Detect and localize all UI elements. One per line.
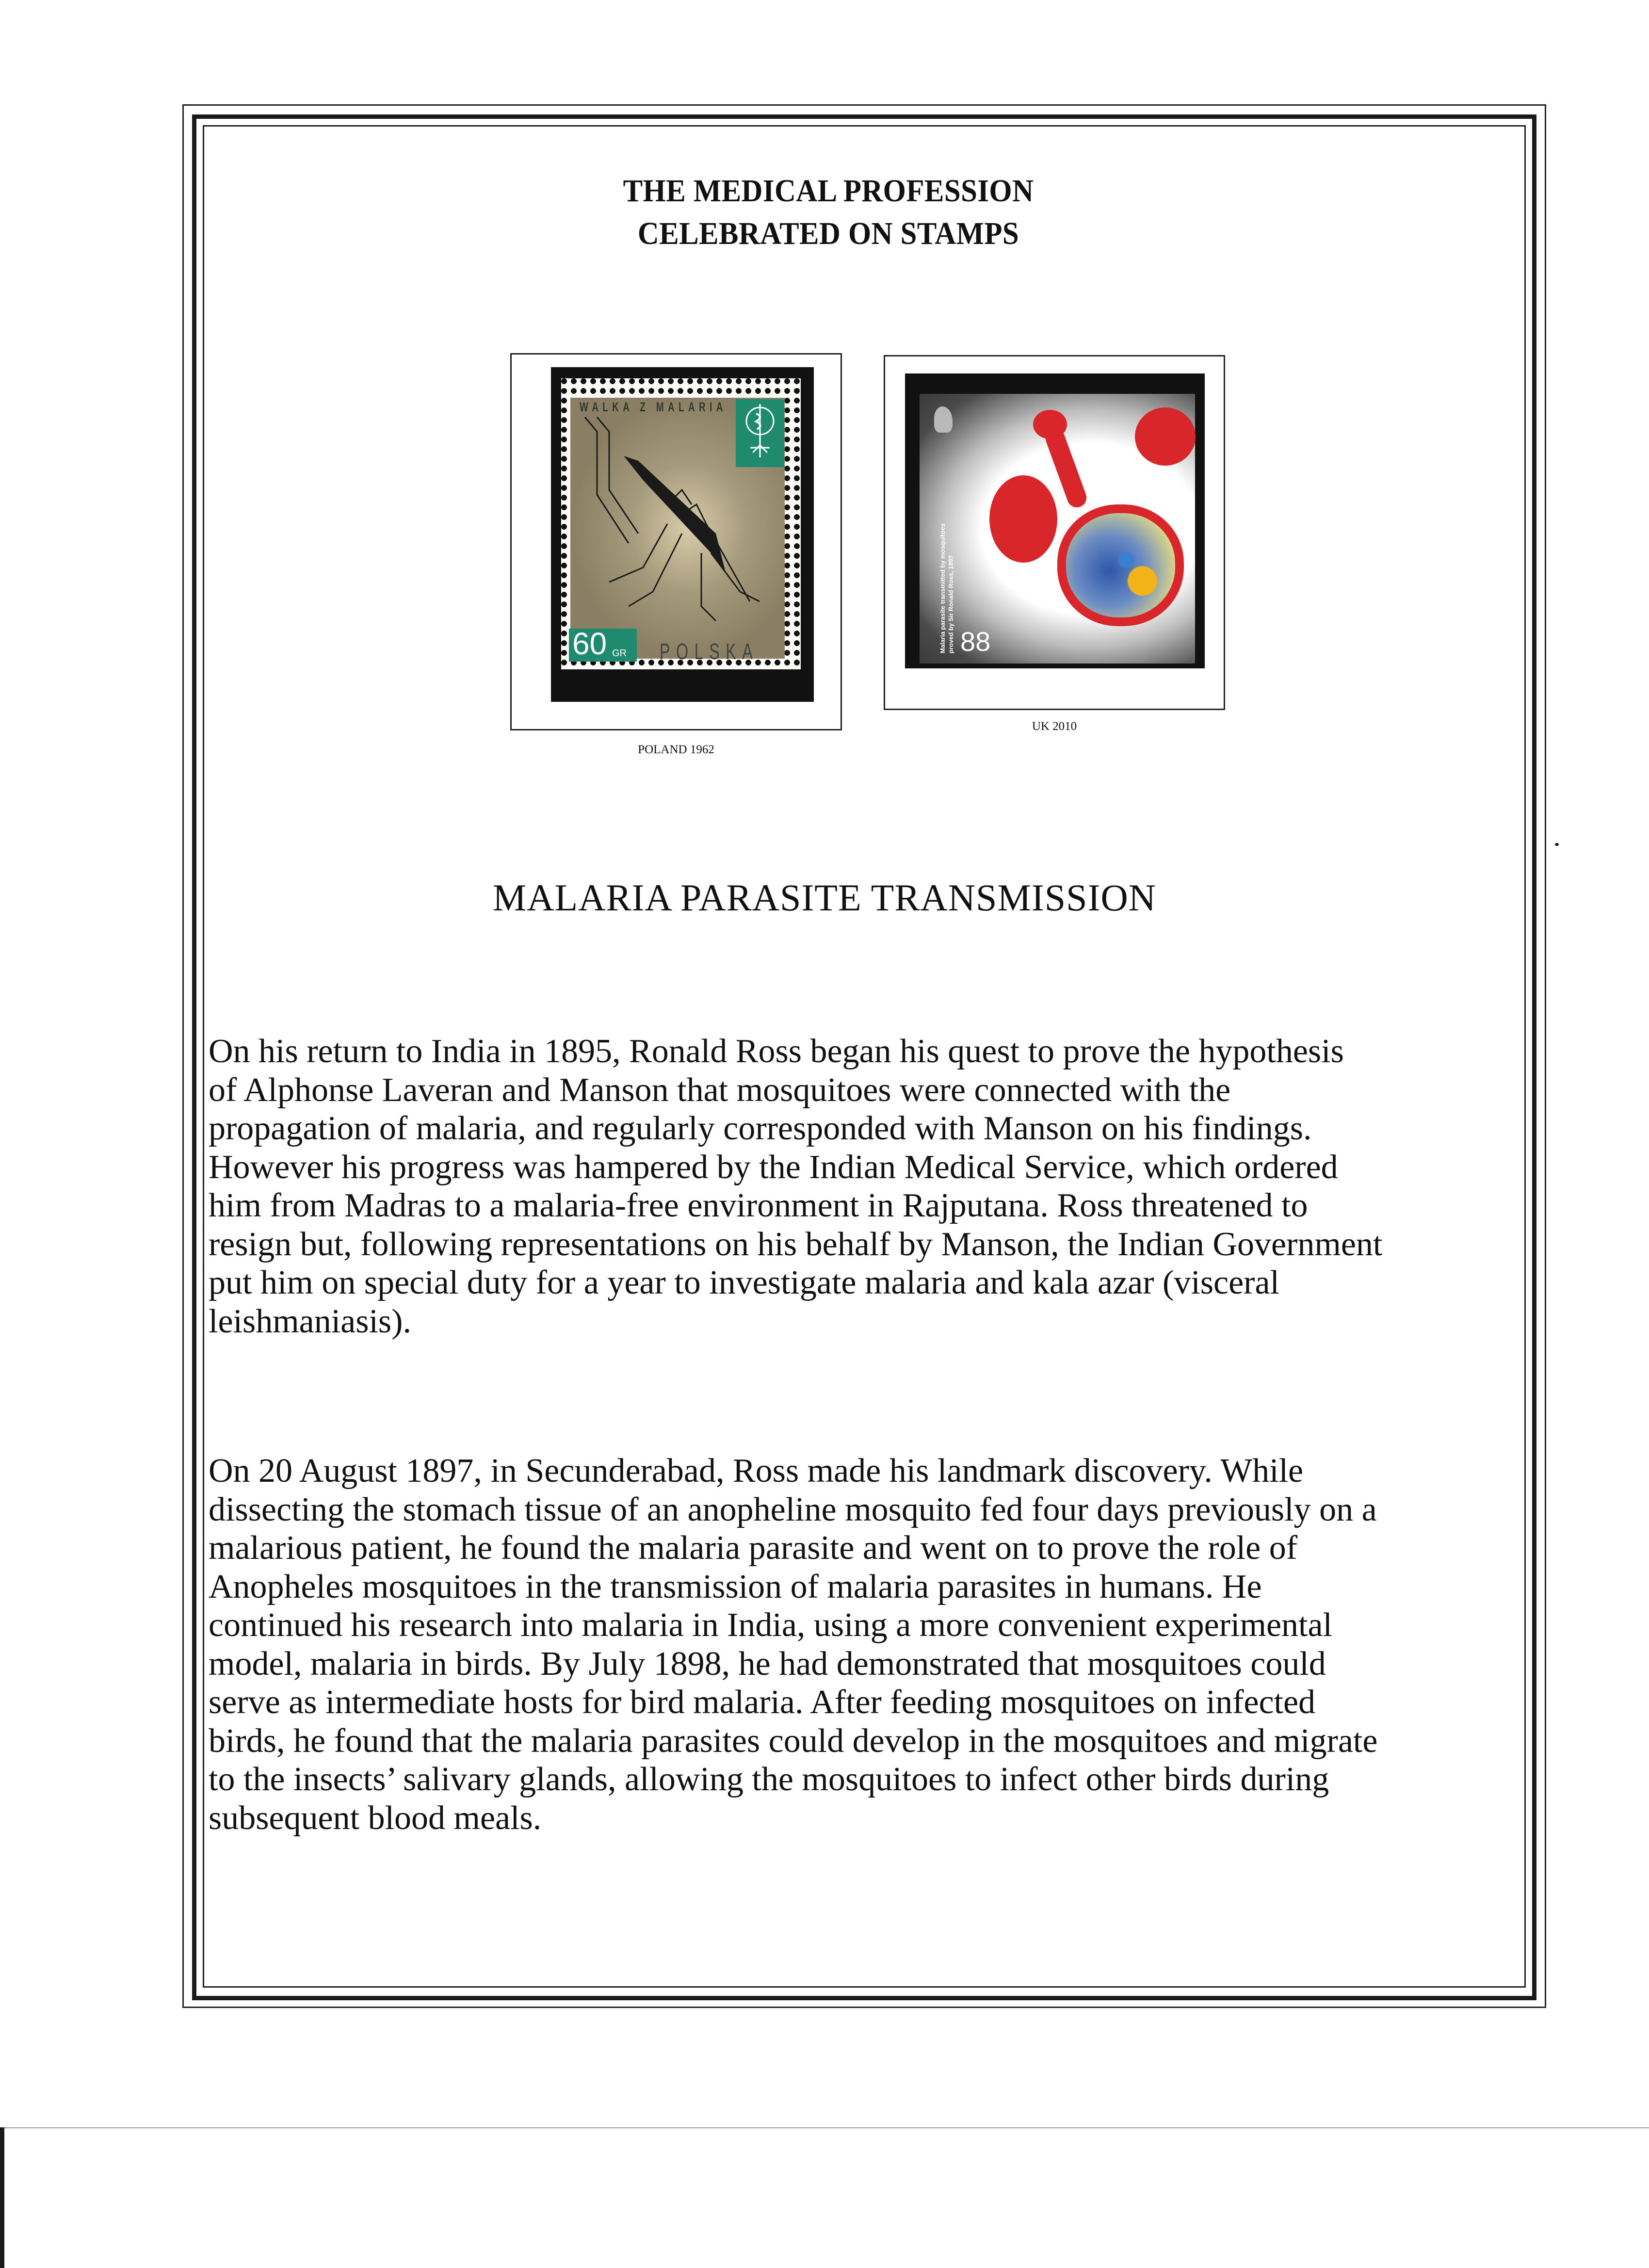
paragraph-2: [209, 1452, 1377, 1837]
paragraph-1: [209, 1032, 1382, 1341]
paragraph-line: resign but, following representations on his behalf by Manson, the Indian Government: [209, 1225, 1383, 1263]
stamp-uk-value: 88: [960, 626, 991, 657]
paragraph-line: serve as intermediate hosts for bird malaria. After feeding mosquitoes on infected: [209, 1684, 1316, 1721]
stamp-uk-side-text-line-1: Malaria parasite transmitted by mosquitoes: [939, 523, 946, 653]
scan-speck: [1555, 843, 1559, 846]
paragraph-line: propagation of malaria, and regularly corresponded with Manson on his findings.: [209, 1110, 1312, 1147]
paragraph-line: Anopheles mosquitoes in the transmission of malaria parasites in humans. He: [209, 1568, 1262, 1605]
paragraph-line: subsequent blood meals.: [209, 1799, 542, 1837]
paragraph-line: continued his research into malaria in India, using a more convenient experimental: [209, 1606, 1332, 1644]
stamp-poland-value: 60: [572, 626, 607, 661]
paragraph-line: to the insects’ salivary glands, allowing the mosquitoes to infect other birds during: [209, 1761, 1329, 1798]
stamp-uk-side-text-line-2: proved by Sir Ronald Ross, 1897: [947, 555, 954, 653]
section-heading: MALARIA PARASITE TRANSMISSION: [492, 876, 1157, 919]
who-malaria-emblem-icon: [736, 399, 784, 467]
stamp-poland-top-text: WALKA Z MALARIA: [580, 400, 727, 414]
paragraph-line: However his progress was hampered by the Indian Medical Service, which ordered: [209, 1148, 1338, 1186]
paragraph-line: dissecting the stomach tissue of an anopheline mosquito fed four days previously on a: [209, 1490, 1377, 1528]
red-blood-cell-icon: [1135, 407, 1196, 466]
paragraph-line: leishmaniasis).: [209, 1302, 411, 1340]
blood-cell-parasite-icon: [1057, 504, 1184, 626]
page-title-line-1: THE MEDICAL PROFESSION: [623, 173, 1034, 209]
stamp-caption-uk: UK 2010: [1032, 720, 1077, 733]
paragraph-line: birds, he found that the malaria parasites could develop in the mosquitoes and migrate: [209, 1722, 1378, 1760]
paragraph-line: put him on special duty for a year to investigate malaria and kala azar (visceral: [209, 1264, 1279, 1301]
page-title: [70, 170, 1587, 255]
paragraph-line: On his return to India in 1895, Ronald Ross began his quest to prove the hypothesis: [209, 1033, 1344, 1070]
red-blood-cell-icon: [989, 475, 1057, 563]
stamp-poland-currency: GR: [612, 648, 627, 659]
paragraph-line: of Alphonse Laveran and Manson that mosquitoes were connected with the: [209, 1071, 1231, 1109]
scan-edge-vertical: [0, 2127, 4, 2268]
page-title-line-2: CELEBRATED ON STAMPS: [637, 216, 1019, 251]
paragraph-line: him from Madras to a malaria-free environment in Rajputana. Ross threatened to: [209, 1187, 1308, 1224]
paragraph-line: model, malaria in birds. By July 1898, he had demonstrated that mosquitoes could: [209, 1645, 1326, 1683]
stamp-caption-poland: POLAND 1962: [638, 743, 714, 756]
scan-edge-horizontal: [4, 2127, 1649, 2128]
stamp-poland-country: POLSKA: [660, 639, 759, 664]
stamp-uk-side-text: [938, 459, 955, 653]
paragraph-line: On 20 August 1897, in Secunderabad, Ross made his landmark discovery. While: [209, 1452, 1304, 1490]
paragraph-line: malarious patient, he found the malaria parasite and went on to prove the role of: [209, 1529, 1298, 1567]
